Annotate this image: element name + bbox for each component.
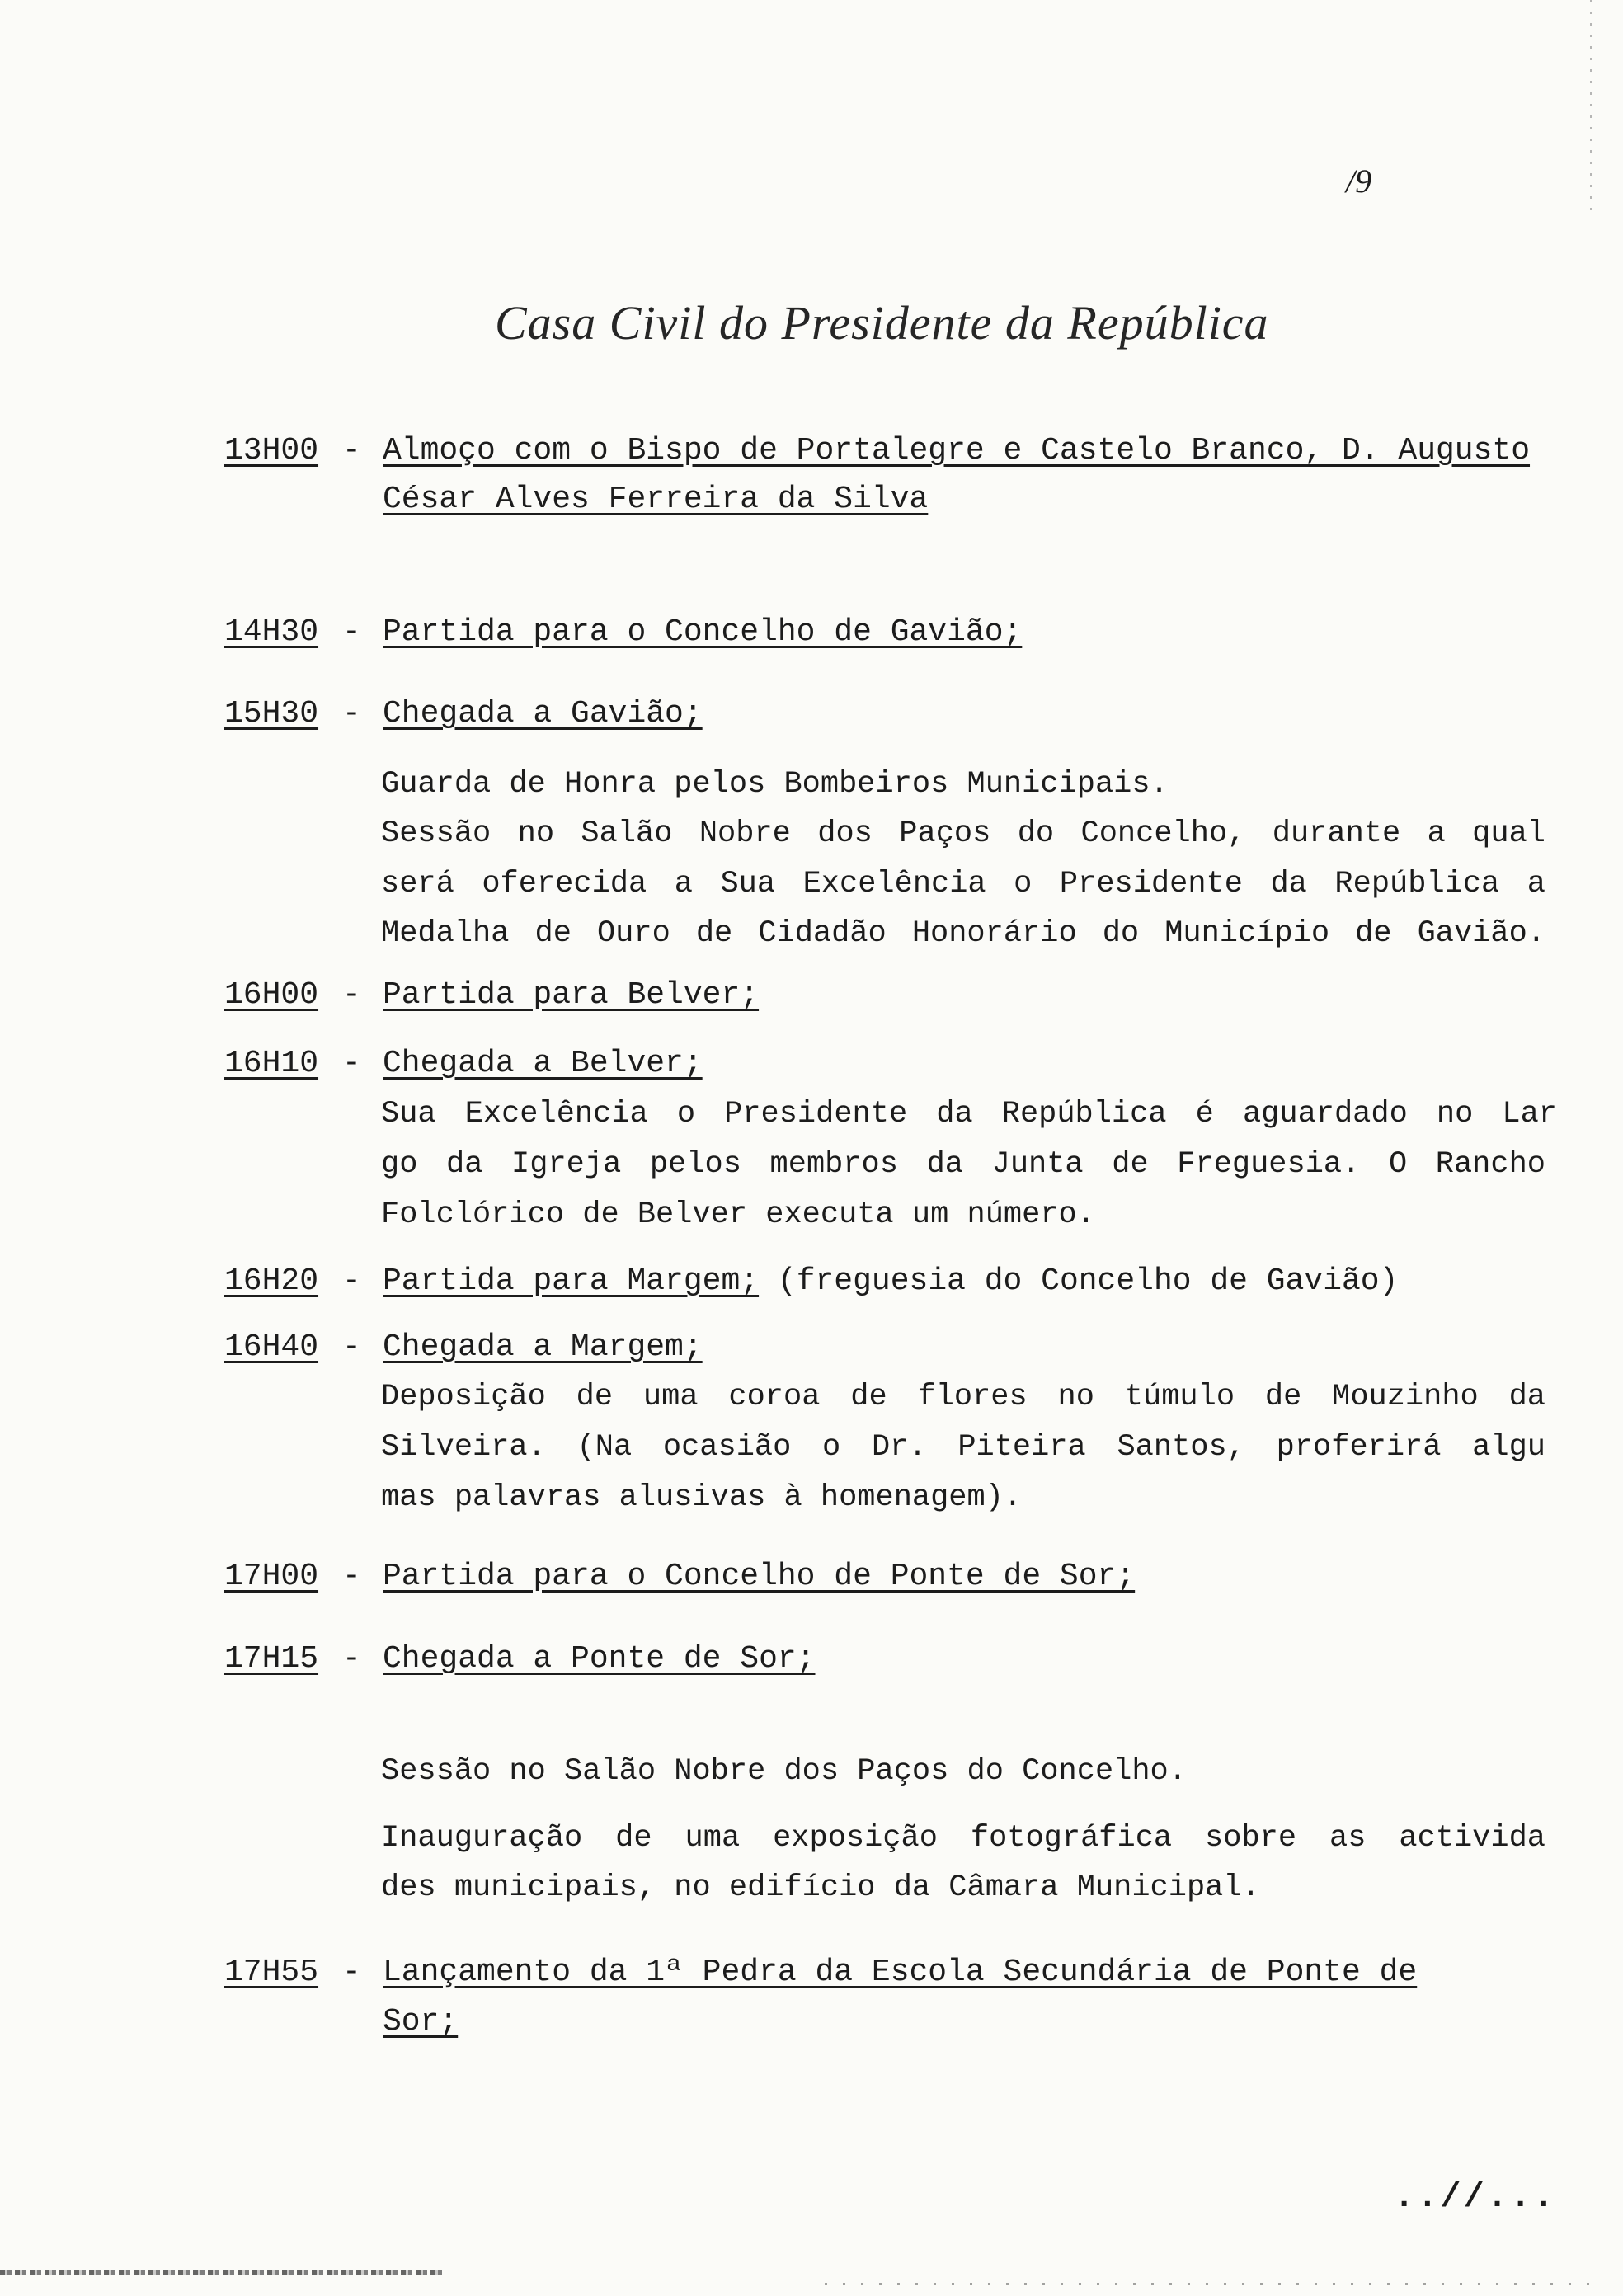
entry-body-line: Sua Excelência o Presidente da República é aguardado no Lar	[381, 1097, 1557, 1132]
entry-time: 16H20	[224, 1263, 319, 1299]
continuation-mark: ..//...	[1394, 2177, 1557, 2217]
entry-body-line: Silveira. (Na ocasião o Dr. Piteira Santos, proferirá algu	[381, 1430, 1545, 1465]
entry-title: César Alves Ferreira da Silva	[383, 482, 929, 517]
entry-body-line: Sessão no Salão Nobre dos Paços do Concelho, durante a qual	[381, 816, 1545, 851]
entry-body-line: des municipais, no edifício da Câmara Municipal.	[381, 1870, 1260, 1905]
entry-extra: (freguesia do Concelho de Gavião)	[777, 1263, 1399, 1299]
dash: -	[342, 1329, 361, 1365]
entry-title: Chegada a Belver;	[383, 1046, 703, 1081]
dash: -	[342, 433, 361, 468]
dash: -	[342, 1559, 361, 1594]
entry-time: 17H15	[224, 1641, 319, 1677]
entry-title: Lançamento da 1ª Pedra da Escola Secundária de Ponte de	[383, 1955, 1418, 1990]
entry-time: 14H30	[224, 614, 319, 650]
entry-body-line: go da Igreja pelos membros da Junta de Freguesia. O Rancho	[381, 1147, 1545, 1182]
entry-title: Partida para o Concelho de Ponte de Sor;	[383, 1559, 1136, 1594]
entry-body-line: Folclórico de Belver executa um número.	[381, 1197, 1095, 1232]
entry-title-row	[383, 1263, 1398, 1299]
dash: -	[342, 977, 361, 1013]
entry-body-line: será oferecida a Sua Excelência o Presidente da República a	[381, 867, 1545, 901]
entry-title: Almoço com o Bispo de Portalegre e Castelo Branco, D. Augusto	[383, 433, 1531, 468]
scan-artifact	[0, 2270, 445, 2275]
letterhead: Casa Civil do Presidente da República	[495, 296, 1269, 350]
entry-body-line: mas palavras alusivas à homenagem).	[381, 1480, 1023, 1515]
entry-title: Partida para Margem;	[383, 1263, 760, 1299]
entry-title: Chegada a Ponte de Sor;	[383, 1641, 816, 1677]
dash: -	[342, 1046, 361, 1081]
page-number: /9	[1346, 162, 1372, 200]
entry-time: 16H00	[224, 977, 319, 1013]
entry-title: Chegada a Margem;	[383, 1329, 703, 1365]
entry-title: Chegada a Gavião;	[383, 696, 703, 732]
entry-body-line: Guarda de Honra pelos Bombeiros Municipais.	[381, 767, 1169, 802]
entry-time: 13H00	[224, 433, 319, 468]
dash: -	[342, 1263, 361, 1299]
entry-time: 17H00	[224, 1559, 319, 1594]
entry-time: 16H40	[224, 1329, 319, 1365]
entry-title: Sor;	[383, 2004, 459, 2040]
scan-edge-marks	[1590, 0, 1592, 214]
entry-title: Partida para Belver;	[383, 977, 760, 1013]
dash: -	[342, 614, 361, 650]
entry-time: 15H30	[224, 696, 319, 732]
entry-body-line: Deposição de uma coroa de flores no túmulo de Mouzinho da	[381, 1380, 1545, 1414]
scan-artifact	[825, 2283, 1592, 2285]
entry-time: 16H10	[224, 1046, 319, 1081]
dash: -	[342, 696, 361, 732]
entry-body-line: Sessão no Salão Nobre dos Paços do Concelho.	[381, 1754, 1187, 1789]
entry-time: 17H55	[224, 1955, 319, 1990]
dash: -	[342, 1641, 361, 1677]
entry-body-line: Inauguração de uma exposição fotográfica sobre as activida	[381, 1821, 1545, 1856]
entry-title: Partida para o Concelho de Gavião;	[383, 614, 1023, 650]
entry-body-line: Medalha de Ouro de Cidadão Honorário do Município de Gavião.	[381, 916, 1545, 951]
dash: -	[342, 1955, 361, 1990]
